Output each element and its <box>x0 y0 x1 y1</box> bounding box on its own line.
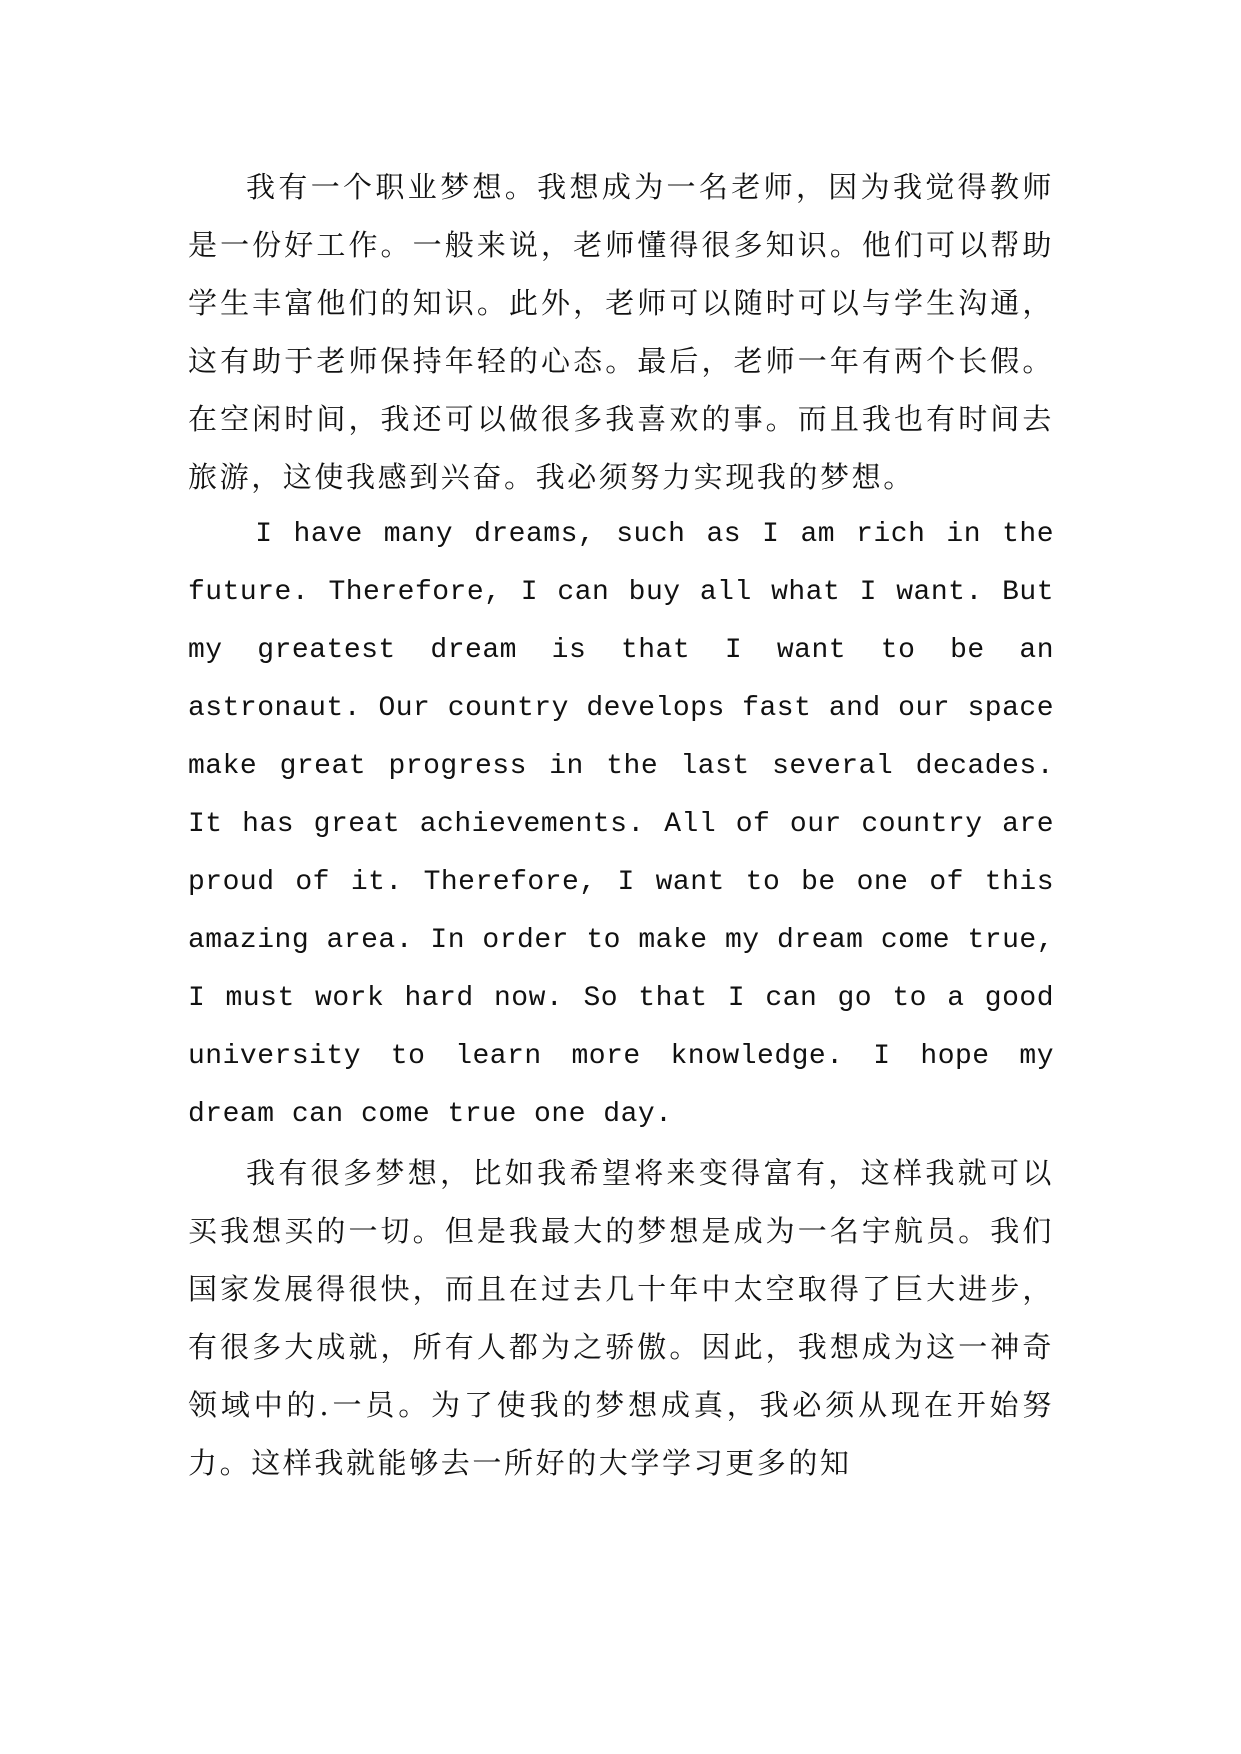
paragraph-astronaut-dream-en: I have many dreams, such as I am rich in the future. Therefore, I can buy all what I want. But my greatest dream is that I want to be an astronaut. Our country develops fast and our space make great progress in the last several decades. It has great achievements. All of our country are proud of it. Therefore, I want to be one of this amazing area. In order to make my dream come true, I must work hard now. So that I can go to a good university to learn more knowledge. I hope my dream can come true one day. <box>188 519 1054 1130</box>
paragraph-astronaut-dream-zh: 我有很多梦想，比如我希望将来变得富有，这样我就可以买我想买的一切。但是我最大的梦想是成为一名宇航员。我们国家发展得很快，而且在过去几十年中太空取得了巨大进步，有很多大成就，所有人都为之骄傲。因此，我想成为这一神奇领域中的.一员。为了使我的梦想成真，我必须从现在开始努力。这样我就能够去一所好的大学学习更多的知 <box>188 1156 1054 1480</box>
document-page <box>188 158 1054 1492</box>
paragraph-teacher-dream-zh: 我有一个职业梦想。我想成为一名老师，因为我觉得教师是一份好工作。一般来说，老师懂得很多知识。他们可以帮助学生丰富他们的知识。此外，老师可以随时可以与学生沟通，这有助于老师保持年轻的心态。最后，老师一年有两个长假。在空闲时间，我还可以做很多我喜欢的事。而且我也有时间去旅游，这使我感到兴奋。我必须努力实现我的梦想。 <box>188 170 1054 494</box>
